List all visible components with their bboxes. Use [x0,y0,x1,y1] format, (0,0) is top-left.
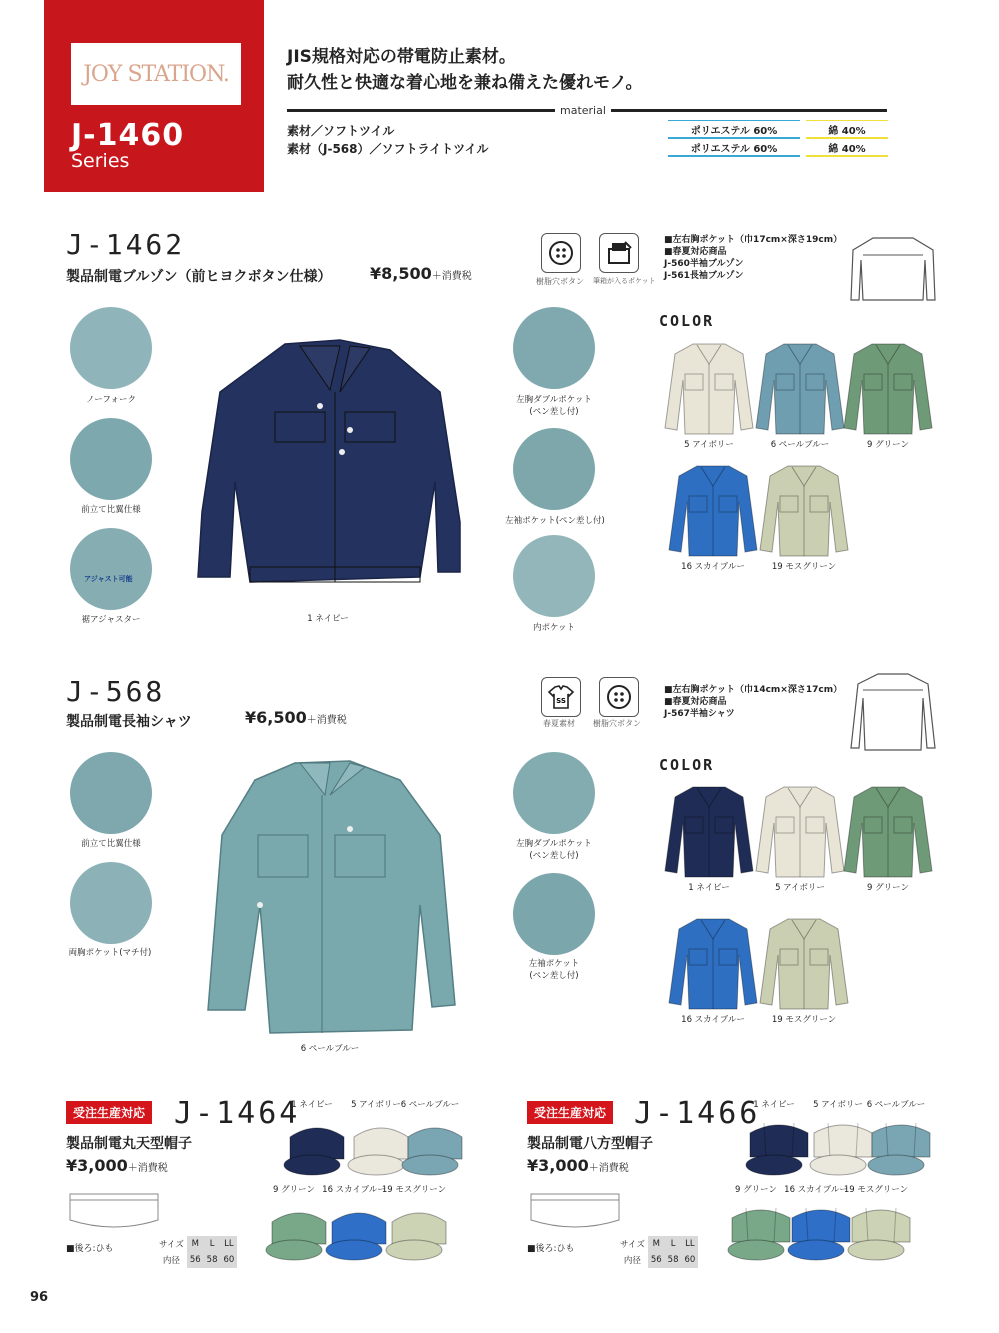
swatch-label: 5 アイボリー [684,440,734,450]
button-icon [599,677,639,717]
spec-list [664,234,842,282]
main-color-caption: 1 ネイビー [307,614,349,624]
hat-color-label: 9 グリーン [273,1185,315,1195]
detail-caption: 左胸ダブルポケット (ペン差し付) [516,395,592,417]
spec-item: ■春夏対応商品 [664,247,727,257]
size-label: サイズ [159,1240,184,1250]
swatch-garment-image [667,462,759,558]
tagline [287,44,642,96]
size-cell: M [648,1236,665,1252]
feature-caption: 筆箱が入るポケット [593,277,656,285]
jacket-back-sketch [843,230,943,310]
size-cell: LL [220,1236,237,1252]
hat-color-label: 1 ネイビー [291,1100,333,1110]
spec-item: ■春夏対応商品 [664,697,727,707]
size-row-label: 内径 [162,1256,180,1266]
main-color-caption: 6 ペールブルー [300,1044,360,1054]
product-price [527,1156,629,1175]
detail-caption: ノーフォーク [86,395,136,405]
detail-caption: 左袖ポケット(ペン差し付) [505,516,605,526]
price-tax: ＋消費税 [431,271,472,282]
button-icon [541,233,581,273]
price-tax: ＋消費税 [306,715,347,726]
hat-color-label: 19 モスグリーン [843,1185,909,1195]
size-cell: 56 [648,1252,665,1268]
cap-back-sketch [66,1190,162,1234]
tagline-line-1: JIS規格対応の帯電防止素材。 [287,47,516,67]
main-jacket-image [190,332,470,602]
size-cell: L [204,1236,221,1252]
swatch-label: 16 スカイブルー [681,562,745,572]
swatch-garment-image [842,783,934,879]
brand-logo [71,43,241,105]
material-line-2: 素材（J-568）／ソフトライトツイル [287,142,489,156]
swatch-garment-image [754,783,846,879]
hat-image [866,1115,936,1181]
shirt-back-sketch [843,668,943,758]
logo-text: JOY STATION. [83,61,229,87]
swatch-label: 1 ネイビー [688,883,730,893]
feature-caption: 春夏素材 [543,719,575,728]
spec-item: ■左右胸ポケット（巾14cm×深さ17cm） [664,685,843,695]
size-cell: LL [681,1236,698,1252]
price-tax: ＋消費税 [588,1163,629,1174]
detail-caption: 前立て比翼仕様 [81,505,141,515]
product-code: J-568 [66,675,166,708]
series-word: Series [71,150,130,172]
product-name: 製品制電丸天型帽子 [66,1136,192,1152]
hat-color-label: 16 スカイブルー [784,1185,848,1195]
spec-item: ■左右胸ポケット（巾17cm×深さ19cm） [664,235,843,245]
composition-cotton-2: 綿 40% [806,138,888,157]
detail-caption: 内ポケット [532,623,576,633]
swatch-garment-image [663,340,755,436]
swatch-label: 19 モスグリーン [771,1015,837,1025]
product-price [66,1156,168,1175]
hat-image [384,1200,454,1266]
detail-caption: 両胸ポケット(マチ付) [68,948,152,958]
swatch-garment-image [667,915,759,1011]
spec-item: J-567半袖シャツ [664,709,735,719]
size-cell: L [665,1236,682,1252]
made-to-order-badge: 受注生産対応 [66,1101,152,1124]
back-strap-note: ■後ろ:ひも [527,1244,575,1254]
cap-back-sketch [527,1190,623,1234]
product-code: J-1464 [174,1096,301,1131]
detail-inner-pocket-image [513,535,595,617]
hat-image [846,1200,916,1266]
detail-placket-image [70,418,152,500]
hat-color-label: 9 グリーン [735,1185,777,1195]
composition-poly-2: ポリエステル 60% [668,138,800,157]
detail-caption: 左袖ポケット (ペン差し付) [528,959,580,981]
pen-pocket-icon [599,233,639,273]
swatch-label: 5 アイボリー [775,883,825,893]
hat-image [400,1115,470,1181]
size-cell: 58 [204,1252,221,1268]
price-value: ¥6,500 [245,708,307,727]
page-number: 96 [30,1290,49,1305]
price-tax: ＋消費税 [127,1163,168,1174]
size-cell: 60 [681,1252,698,1268]
hat-color-label: 5 アイボリー [813,1100,863,1110]
swatch-garment-image [754,340,846,436]
spec-item: J-561長袖ブルゾン [664,271,744,281]
detail-placket-image [70,752,152,834]
hat-color-label: 6 ペールブルー [866,1100,926,1110]
product-price [245,708,347,727]
detail-caption: 裾アジャスター [81,615,141,625]
detail-norfolk-image [70,307,152,389]
ss-text: SS [556,697,566,705]
detail-sleeve-pocket-image [513,428,595,510]
size-cell: 56 [187,1252,204,1268]
hat-color-label: 19 モスグリーン [381,1185,447,1195]
material-label: material [555,104,611,117]
price-value: ¥8,500 [370,264,432,283]
size-label: サイズ [620,1240,645,1250]
detail-chest-pockets-image [70,862,152,944]
swatch-label: 6 ペールブルー [770,440,830,450]
hat-color-label: 1 ネイビー [753,1100,795,1110]
detail-caption: 前立て比翼仕様 [81,839,141,849]
size-table [156,1236,237,1268]
hat-color-label: 6 ペールブルー [400,1100,460,1110]
swatch-garment-image [758,462,850,558]
swatch-label: 19 モスグリーン [771,562,837,572]
product-code: J-1462 [66,228,186,261]
price-value: ¥3,000 [66,1156,128,1175]
hat-color-label: 16 スカイブルー [322,1185,386,1195]
feature-caption: 樹脂穴ボタン [593,719,641,728]
series-code: J-1460 [71,118,185,153]
product-name: 製品制電八方型帽子 [527,1136,653,1152]
price-value: ¥3,000 [527,1156,589,1175]
swatch-label: 9 グリーン [867,883,909,893]
color-title: COLOR [659,756,715,774]
detail-caption: 左胸ダブルポケット (ペン差し付) [516,839,592,861]
swatch-garment-image [758,915,850,1011]
adjust-label: アジャスト可能 [84,575,133,583]
composition-cotton-1: 綿 40% [806,120,888,139]
size-cell: 58 [665,1252,682,1268]
detail-chest-pocket-image [513,307,595,389]
main-shirt-image [200,755,460,1035]
swatch-garment-image [663,783,755,879]
product-code: J-1466 [634,1096,761,1131]
ss-shirt-icon [541,677,581,717]
made-to-order-badge: 受注生産対応 [527,1101,613,1124]
swatch-garment-image [842,340,934,436]
size-table [617,1236,698,1268]
hat-color-label: 5 アイボリー [351,1100,401,1110]
detail-sleeve-pocket-image [513,873,595,955]
swatch-label: 9 グリーン [867,440,909,450]
product-name: 製品制電ブルゾン（前ヒヨクボタン仕様） [66,269,332,285]
composition-poly-1: ポリエステル 60% [668,120,800,139]
detail-chest-pocket-image [513,752,595,834]
detail-hem-adjuster-image [70,528,152,610]
material-line-1: 素材／ソフトツイル [287,124,395,138]
product-price [370,264,472,283]
swatch-label: 16 スカイブルー [681,1015,745,1025]
size-cell: 60 [220,1252,237,1268]
back-strap-note: ■後ろ:ひも [66,1244,114,1254]
tagline-line-2: 耐久性と快適な着心地を兼ね備えた優れモノ。 [287,73,643,93]
spec-item: J-560半袖ブルゾン [664,259,744,269]
hat-image [282,1115,352,1181]
product-name: 製品制電長袖シャツ [66,714,192,730]
feature-caption: 樹脂穴ボタン [536,277,584,286]
size-cell: M [187,1236,204,1252]
size-row-label: 内径 [623,1256,641,1266]
hat-image [744,1115,814,1181]
color-title: COLOR [659,312,715,330]
spec-list [664,684,842,720]
